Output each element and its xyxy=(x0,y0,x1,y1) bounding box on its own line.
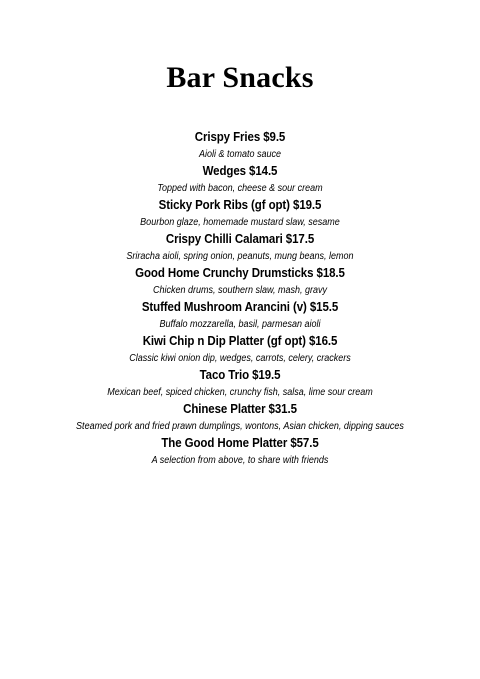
menu-item xyxy=(0,298,480,332)
item-description: Sriracha aioli, spring onion, peanuts, mung beans, lemon xyxy=(126,251,354,262)
menu-item xyxy=(0,128,480,162)
menu-item xyxy=(0,400,480,434)
item-description: Aioli & tomato sauce xyxy=(198,149,282,160)
item-name: Stuffed Mushroom Arancini (v) $15.5 xyxy=(141,300,339,314)
menu-title: Bar Snacks xyxy=(166,61,314,94)
item-name: Kiwi Chip n Dip Platter (gf opt) $16.5 xyxy=(142,334,338,348)
item-description: Chicken drums, southern slaw, mash, gravy xyxy=(152,285,328,296)
item-description: Steamed pork and fried prawn dumplings, wontons, Asian chicken, dipping sauces xyxy=(76,421,404,432)
item-description: Topped with bacon, cheese & sour cream xyxy=(157,183,323,194)
item-name: Crispy Chilli Calamari $17.5 xyxy=(165,232,315,246)
item-name: The Good Home Platter $57.5 xyxy=(161,436,319,450)
item-description: Mexican beef, spiced chicken, crunchy fish, salsa, lime sour cream xyxy=(107,387,373,398)
item-name: Chinese Platter $31.5 xyxy=(183,402,297,416)
menu-item xyxy=(0,366,480,400)
item-name: Taco Trio $19.5 xyxy=(199,368,281,382)
item-name: Good Home Crunchy Drumsticks $18.5 xyxy=(135,266,345,280)
item-name: Sticky Pork Ribs (gf opt) $19.5 xyxy=(158,198,322,212)
menu-item xyxy=(0,162,480,196)
item-name: Crispy Fries $9.5 xyxy=(194,130,286,144)
menu-item xyxy=(0,264,480,298)
item-description: Buffalo mozzarella, basil, parmesan aioli xyxy=(159,319,321,330)
menu-item xyxy=(0,230,480,264)
item-description: Bourbon glaze, homemade mustard slaw, sesame xyxy=(140,217,340,228)
menu-item-list xyxy=(0,128,480,468)
menu-item xyxy=(0,332,480,366)
menu-item xyxy=(0,196,480,230)
item-description: Classic kiwi onion dip, wedges, carrots, celery, crackers xyxy=(129,353,351,364)
item-description: A selection from above, to share with friends xyxy=(151,455,329,466)
menu-item xyxy=(0,434,480,468)
item-name: Wedges $14.5 xyxy=(202,164,278,178)
